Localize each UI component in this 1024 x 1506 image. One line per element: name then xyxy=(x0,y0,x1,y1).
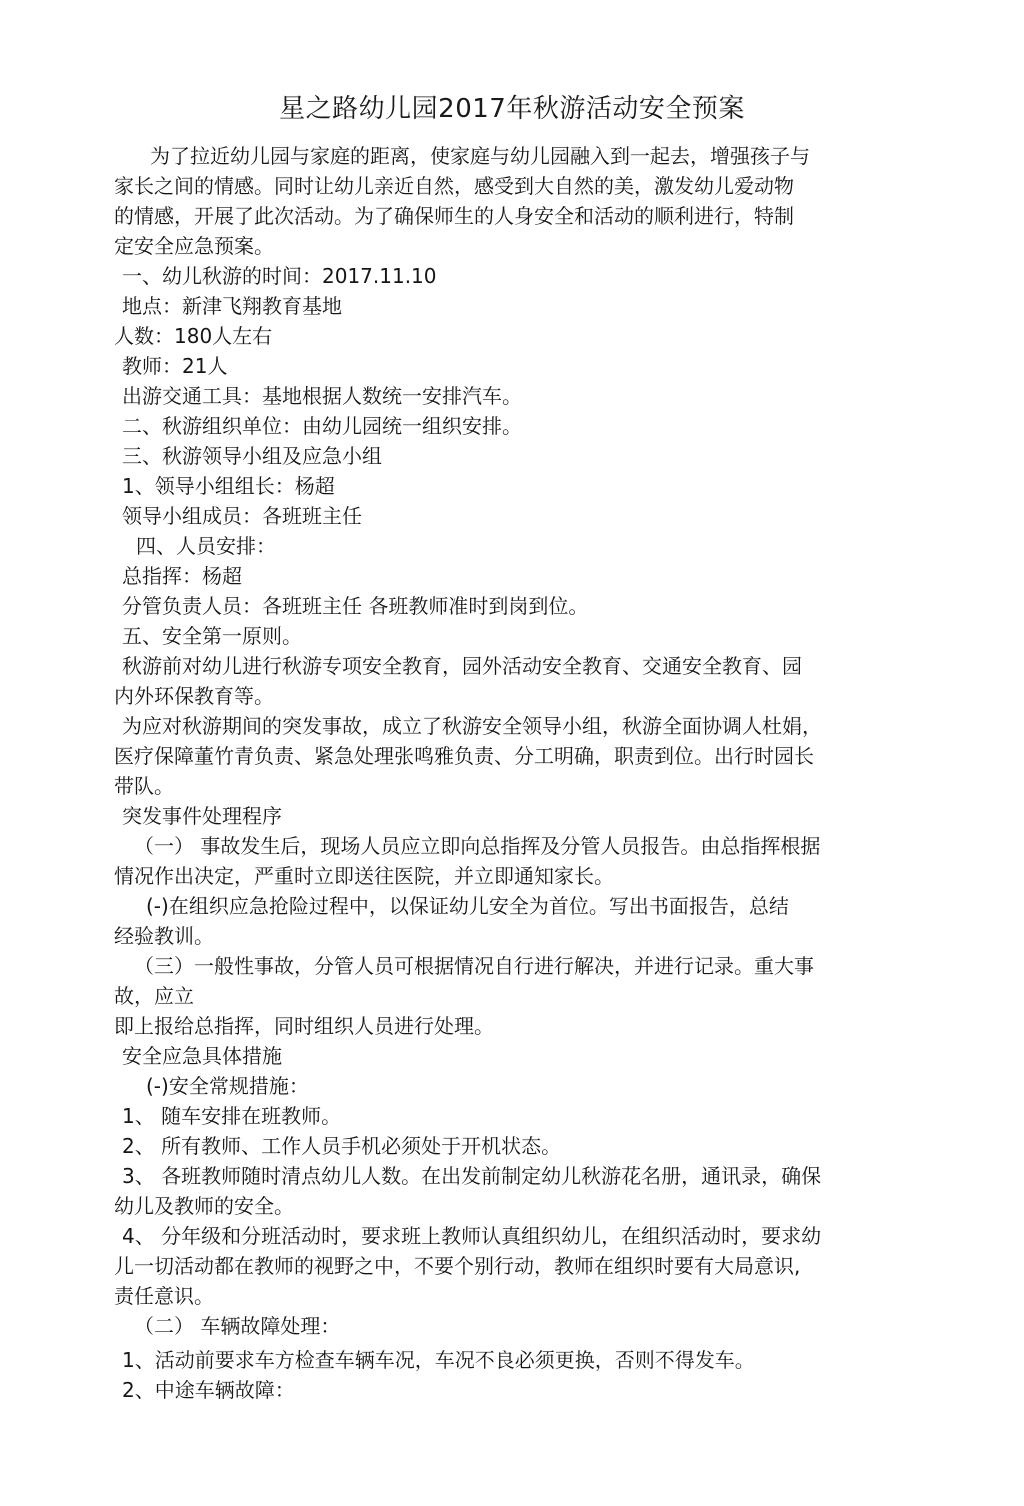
text-line: 人数：180人左右 xyxy=(114,324,273,348)
document-title: 星之路幼儿园2017年秋游活动安全预案 xyxy=(279,94,745,124)
text-line: 2、 所有教师、工作人员手机必须处于开机状态。 xyxy=(122,1134,562,1158)
text-line: 四、人员安排： xyxy=(136,534,276,558)
text-line: 4、 分年级和分班活动时，要求班上教师认真组织幼儿，在组织活动时，要求幼 xyxy=(122,1224,822,1248)
text-line: 五、安全第一原则。 xyxy=(122,624,302,648)
text-line: 家长之间的情感。同时让幼儿亲近自然，感受到大自然的美，激发幼儿爱动物 xyxy=(114,174,794,198)
text-line: 三、秋游领导小组及应急小组 xyxy=(122,444,382,468)
text-line: 3、 各班教师随时清点幼儿人数。在出发前制定幼儿秋游花名册，通讯录，确保 xyxy=(122,1164,822,1188)
text-line: 定安全应急预案。 xyxy=(114,234,274,258)
text-line: 1、 随车安排在班教师。 xyxy=(122,1104,342,1128)
text-line: 医疗保障董竹青负责、紧急处理张鸣雅负责、分工明确，职责到位。出行时园长 xyxy=(114,744,814,768)
text-line: 二、秋游组织单位：由幼儿园统一组织安排。 xyxy=(122,414,522,438)
text-line: 出游交通工具：基地根据人数统一安排汽车。 xyxy=(122,384,522,408)
text-line: 即上报给总指挥，同时组织人员进行处理。 xyxy=(114,1014,494,1038)
text-line: 故，应立 xyxy=(114,984,194,1008)
text-line: 1、领导小组组长：杨超 xyxy=(122,474,335,498)
text-line: 2、中途车辆故障： xyxy=(122,1378,295,1402)
text-line: （二） 车辆故障处理： xyxy=(134,1314,341,1338)
text-line: 分管负责人员：各班班主任 各班教师准时到岗到位。 xyxy=(122,594,589,618)
text-line: 的情感，开展了此次活动。为了确保师生的人身安全和活动的顺利进行，特制 xyxy=(114,204,794,228)
text-line: 为应对秋游期间的突发事故，成立了秋游安全领导小组，秋游全面协调人杜娟， xyxy=(122,714,822,738)
text-line: 经验教训。 xyxy=(114,924,214,948)
text-line: 责任意识。 xyxy=(114,1284,214,1308)
text-line: (-)安全常规措施： xyxy=(146,1074,309,1098)
text-line: 为了拉近幼儿园与家庭的距离，使家庭与幼儿园融入到一起去，增强孩子与 xyxy=(150,144,810,168)
text-line: 幼儿及教师的安全。 xyxy=(114,1194,294,1218)
text-line: 秋游前对幼儿进行秋游专项安全教育，园外活动安全教育、交通安全教育、园 xyxy=(122,654,802,678)
text-line: 1、活动前要求车方检查车辆车况，车况不良必须更换，否则不得发车。 xyxy=(122,1348,755,1372)
text-line: 情况作出决定，严重时立即送往医院，并立即通知家长。 xyxy=(114,864,614,888)
text-line: 教师：21人 xyxy=(122,354,228,378)
text-line: （三）一般性事故，分管人员可根据情况自行进行解决，并进行记录。重大事 xyxy=(134,954,814,978)
text-line: 总指挥：杨超 xyxy=(122,564,242,588)
text-line: 地点：新津飞翔教育基地 xyxy=(122,294,342,318)
text-line: 一、幼儿秋游的时间：2017.11.10 xyxy=(122,264,437,288)
text-line: 儿一切活动都在教师的视野之中，不要个别行动，教师在组织时要有大局意识, xyxy=(114,1254,801,1278)
text-line: (-)在组织应急抢险过程中，以保证幼儿安全为首位。写出书面报告，总结 xyxy=(146,894,789,918)
text-line: 领导小组成员：各班班主任 xyxy=(122,504,362,528)
text-line: 安全应急具体措施 xyxy=(122,1044,282,1068)
text-line: 突发事件处理程序 xyxy=(122,804,282,828)
text-line: 带队。 xyxy=(114,774,174,798)
text-line: （一） 事故发生后，现场人员应立即向总指挥及分管人员报告。由总指挥根据 xyxy=(134,834,821,858)
text-line: 内外环保教育等。 xyxy=(114,684,274,708)
